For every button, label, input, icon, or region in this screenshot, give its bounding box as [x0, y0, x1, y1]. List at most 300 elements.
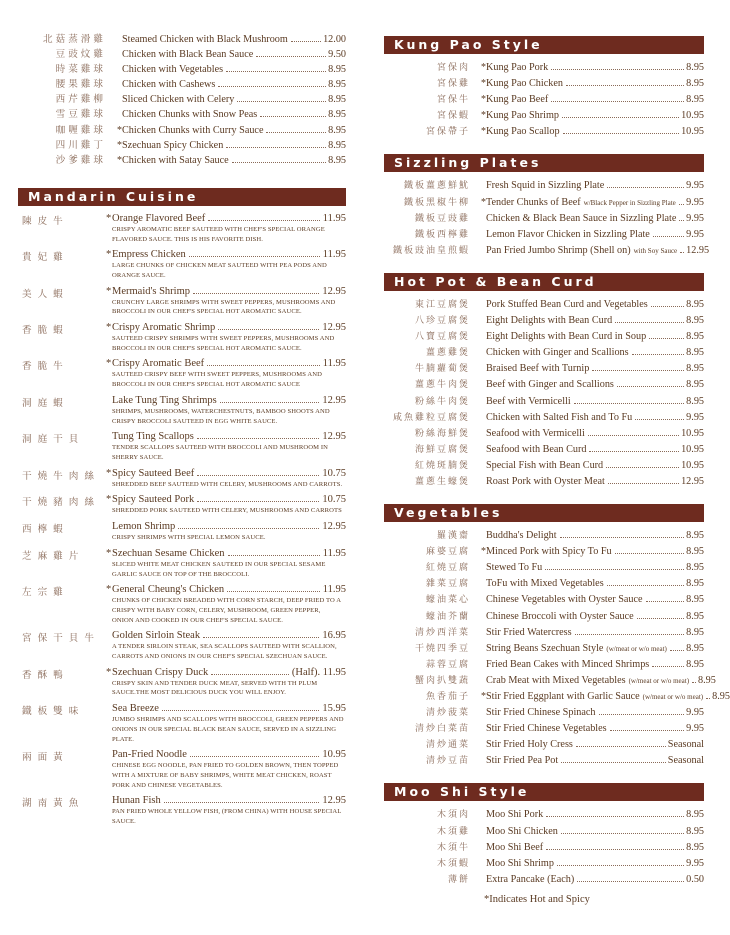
menu-item	[384, 345, 704, 361]
item-price: 12.95	[322, 322, 346, 334]
item-name: Moo Shi Pork	[486, 809, 544, 821]
dot-leader	[576, 746, 666, 747]
menu-item	[384, 474, 704, 490]
mandarin-item	[18, 467, 346, 490]
item-body	[112, 702, 346, 744]
dot-leader	[588, 435, 679, 436]
item-name: Chicken with Salted Fish and To Fu	[486, 411, 633, 423]
item-name: Lemon Flavor Chicken in Sizzling Plate	[486, 228, 650, 240]
item-price: 11.95	[322, 547, 346, 559]
hot-pot-section	[384, 273, 704, 490]
item-name: Chicken with Ginger and Scallions	[486, 347, 629, 359]
dot-leader	[211, 674, 289, 675]
chinese-name: 薄餅	[447, 874, 470, 885]
item-name: Braised Beef with Turnip	[486, 363, 590, 375]
menu-item	[18, 92, 346, 107]
menu-item	[18, 123, 346, 138]
item-line	[112, 520, 346, 533]
item-note: w/Black Pepper in Sizzling Plate	[583, 198, 676, 207]
item-line	[106, 467, 346, 480]
item-name: General Cheung's Chicken	[112, 584, 225, 596]
dot-leader	[197, 475, 319, 476]
mandarin-item	[18, 583, 346, 625]
spicy-marker: *	[106, 285, 112, 297]
item-line	[112, 430, 346, 443]
item-line	[106, 212, 346, 225]
chinese-name: 魚香茄子	[425, 692, 470, 702]
item-description: CRUNCHY LARGE SHRIMPS WITH SWEET PEPPERS, MUSHROOMS AND BROCCOLI IN OUR CHEF'S SPECIAL HOT AROMATIC SAUCE.	[112, 298, 336, 316]
item-price: 8.95	[686, 626, 704, 638]
item-name: Eight Delights with Bean Curd	[486, 315, 613, 327]
item-price: 10.75	[322, 494, 346, 506]
menu-item	[384, 657, 704, 673]
item-line	[112, 394, 346, 407]
item-description: SHRIMPS, MUSHROOMS, WATERCHESTNUTS, BAMBOO SHOOTS AND CRISPY BROCCOLI SAUTEED IN EGG WHITE SAUCE.	[112, 407, 330, 425]
chinese-name: 干燒牛肉絲	[22, 470, 100, 482]
dot-leader	[291, 41, 321, 42]
item-name: Sea Breeze	[112, 703, 159, 715]
item-body	[112, 430, 346, 462]
item-description: JUMBO SHRIMPS AND SCALLOPS WITH BROCCOLI, GREEN PEPPERS AND ONIONS IN OUR SPECIAL BLACK BEAN SAUCE, SERVED IN A SIZZLING PLATE.	[112, 716, 344, 743]
dot-leader	[646, 601, 685, 602]
menu-item	[18, 32, 346, 47]
item-line	[112, 629, 346, 642]
item-price: 9.95	[686, 212, 704, 224]
mandarin-item	[18, 629, 346, 661]
chinese-name: 咖喱雞球	[55, 124, 106, 136]
dot-leader	[260, 116, 326, 117]
chinese-name: 北菇蒸滑雞	[43, 34, 106, 45]
mandarin-item	[18, 666, 346, 698]
dot-leader	[692, 682, 696, 683]
hot-pot-header: Hot Pot & Bean Curd	[384, 273, 704, 291]
dot-leader	[635, 419, 684, 420]
chinese-name: 薑蔥牛肉煲	[414, 380, 470, 391]
dot-leader	[653, 236, 684, 237]
dot-leader	[599, 714, 685, 715]
dot-leader	[561, 762, 666, 763]
item-price: 8.95	[328, 124, 346, 136]
item-line	[106, 493, 346, 506]
item-name: Eight Delights with Bean Curd in Soup	[486, 331, 647, 343]
chinese-name: 麻婆豆腐	[425, 547, 470, 558]
menu-item	[384, 458, 704, 474]
item-name: Stir Fried Chinese Spinach	[486, 707, 596, 719]
item-price: 8.95	[686, 331, 704, 343]
menu-item	[384, 211, 704, 227]
dot-leader	[546, 816, 684, 817]
menu-item	[18, 153, 346, 168]
dot-leader	[637, 618, 684, 619]
chinese-name: 宮保牛	[436, 95, 470, 106]
chinese-name: 清炒菠菜	[425, 708, 470, 719]
item-description: CRISPY AROMATIC BEEF SAUTEED WITH CHEF'S SPECIAL ORANGE FLAVORED SAUCE. THIS IS HIS FAVORITE DISH.	[112, 225, 325, 243]
menu-item	[384, 592, 704, 608]
item-price: 11.95	[322, 212, 346, 224]
dot-leader	[607, 585, 685, 586]
dot-leader	[545, 569, 684, 570]
item-note: (w/meat or w/o meat)	[642, 693, 704, 701]
chinese-name: 清炒西洋菜	[414, 627, 470, 638]
dot-leader	[162, 710, 319, 711]
menu-item	[18, 62, 346, 77]
chinese-name: 沙爹雞球	[55, 154, 106, 166]
chinese-name: 宮保干貝牛	[22, 633, 100, 645]
sizzling-header: Sizzling Plates	[384, 154, 704, 172]
item-name: Steamed Chicken with Black Mushroom	[122, 34, 288, 45]
menu-item	[384, 872, 704, 888]
spicy-marker: *	[481, 62, 486, 73]
menu-item	[384, 705, 704, 721]
item-name: Orange Flavored Beef	[112, 212, 206, 224]
menu-item	[384, 560, 704, 576]
spicy-marker: *	[481, 110, 486, 122]
item-price: 8.95	[686, 594, 704, 606]
chinese-name: 鐵板雙味	[22, 706, 85, 718]
chinese-name: 干燒四季豆	[414, 643, 470, 654]
item-body	[106, 357, 346, 389]
spicy-marker: *	[106, 467, 112, 479]
menu-item	[18, 47, 346, 62]
item-price: 12.95	[322, 394, 346, 406]
item-name: Tung Ting Scallops	[112, 431, 194, 443]
item-price: 11.95	[322, 584, 346, 596]
spicy-marker: *	[106, 666, 112, 678]
item-price: 8.95	[686, 62, 704, 73]
mandarin-item	[18, 547, 346, 579]
item-line	[106, 583, 346, 596]
dot-leader	[574, 403, 684, 404]
item-line	[112, 748, 346, 761]
chinese-name: 八珍豆腐煲	[414, 316, 470, 327]
chinese-name: 貴妃雞	[22, 252, 69, 264]
item-name: Fried Bean Cakes with Minced Shrimps	[486, 658, 650, 670]
dot-leader	[649, 338, 684, 339]
item-price: 8.95	[698, 674, 716, 686]
dot-leader	[197, 501, 319, 502]
item-description: CRISPY SKIN AND TENDER DUCK MEAT, SERVED WITH TH PLUM SAUCE.THE MOST DELICIOUS DUCK YOU WILL ENJOY.	[112, 679, 318, 697]
item-name: Roast Pork with Oyster Meat	[486, 475, 605, 487]
dot-leader	[189, 256, 320, 257]
chinese-name: 鐵板豆豉雞	[414, 213, 470, 224]
item-name: Stir Fried Eggplant with Garlic Sauce	[486, 691, 640, 702]
menu-item	[384, 92, 704, 108]
item-price: 8.95	[686, 530, 704, 542]
item-price: 9.50	[328, 49, 346, 61]
menu-item	[18, 107, 346, 122]
spicy-marker: *	[106, 358, 112, 370]
spicy-marker: *	[106, 547, 112, 559]
item-name: Moo Shi Beef	[486, 841, 544, 853]
spicy-marker: *	[106, 584, 112, 596]
chinese-name: 洞庭蝦	[22, 397, 69, 409]
spicy-marker: *	[106, 322, 112, 334]
mandarin-item	[18, 321, 346, 353]
item-price: 8.95	[686, 298, 704, 310]
item-name: Kung Pao Beef	[486, 94, 549, 106]
dot-leader	[562, 117, 679, 118]
chinese-name: 牛腩蘿蔔煲	[414, 364, 470, 375]
chinese-name: 雜菜豆腐	[425, 579, 470, 590]
item-price: 8.95	[686, 578, 704, 590]
item-name: Lemon Shrimp	[112, 521, 176, 533]
item-description: CHINESE EGG NOODLE, PAN FRIED TO GOLDEN BROWN, THEN TOPPED WITH A MIXTURE OF BABY SHRIMPS, WHITE MEAT CHICKEN, ROAST PORK AND CHINESE VEGETABLES.	[112, 762, 339, 789]
menu-item	[384, 840, 704, 856]
dot-leader	[228, 555, 320, 556]
menu-item	[384, 673, 716, 689]
item-name: Lake Tung Ting Shrimps	[112, 394, 217, 406]
chinese-name: 腰果雞球	[55, 79, 106, 91]
item-name: String Beans Szechuan Style	[486, 642, 604, 654]
item-price: 8.95	[686, 562, 704, 574]
item-price: (Half). 11.95	[291, 666, 346, 678]
item-note: with Soy Sauce	[633, 246, 678, 255]
item-name: Moo Shi Chicken	[486, 825, 558, 837]
chinese-name: 雪豆雞球	[55, 109, 106, 121]
item-body	[106, 212, 346, 244]
dot-leader	[551, 69, 684, 70]
menu-item	[384, 227, 704, 243]
item-name: Pork Stuffed Bean Curd and Vegetables	[486, 298, 648, 310]
mandarin-item	[18, 430, 346, 462]
menu-item	[384, 442, 704, 458]
item-price: 9.95	[686, 857, 704, 869]
dot-leader	[615, 553, 685, 554]
item-name: Special Fish with Bean Curd	[486, 459, 604, 471]
chinese-name: 美人蝦	[22, 288, 69, 300]
item-price: 11.95	[322, 358, 346, 370]
mandarin-item	[18, 794, 346, 826]
chinese-name: 鐵板豉油皇煎蝦	[392, 245, 470, 256]
chinese-name: 咸魚雞粒豆腐煲	[392, 412, 470, 423]
chinese-name: 薑蔥生蠔煲	[414, 476, 470, 487]
mandarin-item	[18, 212, 346, 244]
chinese-name: 四川雞丁	[55, 139, 106, 151]
item-price: 8.95	[686, 379, 704, 391]
item-name: Fresh Squid in Sizzling Plate	[486, 180, 605, 192]
menu-item	[384, 377, 704, 393]
chinese-name: 宮保雞	[436, 79, 470, 90]
menu-item	[384, 856, 704, 872]
chinese-name: 香脆蝦	[22, 325, 69, 337]
chinese-name: 羅漢齋	[436, 531, 470, 542]
chinese-name: 木須雞	[436, 826, 470, 837]
item-name: Beef with Vermicelli	[486, 395, 571, 407]
item-name: Buddha's Delight	[486, 530, 557, 542]
right-column	[384, 36, 730, 919]
chinese-name: 清炒通菜	[425, 740, 470, 751]
item-body	[106, 547, 346, 579]
item-line	[106, 666, 346, 679]
item-price: 16.95	[322, 630, 346, 642]
chinese-name: 宮保肉	[436, 63, 470, 73]
left-column	[18, 32, 346, 831]
item-name: Chicken with Satay Sauce	[122, 154, 229, 166]
dot-leader	[679, 220, 684, 221]
chinese-name: 宮保蝦	[436, 111, 470, 122]
item-price: 8.95	[686, 825, 704, 837]
item-price: 9.95	[686, 228, 704, 240]
item-price: 8.95	[686, 363, 704, 375]
item-price: 8.95	[686, 78, 704, 90]
menu-item	[384, 76, 704, 92]
menu-item	[384, 108, 704, 124]
item-price: 8.95	[328, 154, 346, 166]
item-body	[106, 467, 346, 490]
chinese-name: 粉絲海鮮煲	[414, 428, 470, 439]
item-name: Szechuan Sesame Chicken	[112, 547, 225, 559]
menu-item	[384, 544, 704, 560]
item-name: Chicken Chunks with Snow Peas	[122, 109, 258, 121]
item-body	[106, 493, 346, 516]
item-name: Spicy Sauteed Pork	[112, 494, 195, 506]
item-price: 10.95	[681, 443, 704, 455]
item-price: 8.95	[686, 94, 704, 106]
mandarin-item	[18, 520, 346, 543]
item-description: SLICED WHITE MEAT CHICKEN SAUTEED IN OUR SPECIAL SESAME GARLIC SAUCE ON TOP OF THE BROCCOLI.	[112, 560, 326, 578]
chinese-name: 洞庭干貝	[22, 434, 85, 446]
menu-item	[384, 528, 704, 544]
mandarin-cuisine-header: Mandarin Cuisine	[18, 188, 346, 206]
menu-item	[384, 195, 704, 211]
chinese-name: 木須蝦	[436, 858, 470, 869]
spicy-marker: *	[481, 126, 486, 138]
chinese-name: 西檸蝦	[22, 524, 69, 536]
item-price: 8.95	[686, 658, 704, 670]
menu-item	[384, 124, 704, 140]
item-body	[112, 794, 346, 826]
menu-item	[384, 737, 704, 753]
item-price: 8.95	[328, 109, 346, 121]
chinese-name: 鐵板西檸雞	[414, 229, 470, 240]
item-price: 8.95	[686, 809, 704, 821]
item-price: 10.75	[322, 467, 346, 479]
chinese-name: 宮保帶子	[425, 127, 470, 138]
chinese-name: 芝麻雞片	[22, 550, 85, 562]
spicy-footnote: *Indicates Hot and Spicy	[484, 893, 590, 905]
chinese-name: 香酥鴨	[22, 669, 69, 681]
dot-leader	[652, 666, 684, 667]
item-price: 8.95	[686, 395, 704, 407]
chinese-name: 蒜蓉豆腐	[425, 659, 470, 670]
spicy-marker: *	[481, 78, 486, 90]
chinese-name: 西芹雞柳	[55, 94, 106, 106]
item-price: 10.95	[681, 459, 704, 471]
item-name: Stir Fried Pea Pot	[486, 755, 559, 767]
dot-leader	[218, 329, 319, 330]
dot-leader	[193, 293, 319, 294]
dot-leader	[266, 132, 326, 133]
dot-leader	[164, 802, 320, 803]
dot-leader	[706, 698, 710, 699]
dot-leader	[566, 85, 684, 86]
item-line	[106, 547, 346, 560]
chinese-name: 時菜雞球	[55, 64, 106, 76]
item-price: 8.95	[328, 94, 346, 106]
spicy-marker: *	[106, 249, 112, 261]
item-description: SAUTEED CRISPY SHRIMPS WITH SWEET PEPPERS, MUSHROOMS AND BROCCOLI IN OUR CHEF'S SPECIAL HOT AROMATIC SAUCE.	[112, 335, 335, 352]
vegetables-list	[384, 528, 730, 769]
dot-leader	[680, 252, 684, 253]
item-price: 11.95	[322, 249, 346, 261]
dot-leader	[551, 101, 684, 102]
menu-item	[384, 297, 704, 313]
item-price: 12.00	[323, 34, 346, 45]
menu-item	[384, 243, 710, 259]
menu-item	[384, 60, 704, 76]
item-price: 8.95	[686, 315, 704, 327]
menu-item	[384, 807, 704, 823]
dot-leader	[237, 101, 326, 102]
item-body	[106, 666, 346, 698]
item-body	[112, 629, 346, 661]
item-body	[106, 321, 346, 353]
menu-item	[384, 609, 704, 625]
chinese-name: 左宗雞	[22, 587, 69, 599]
mandarin-item	[18, 357, 346, 389]
item-price: 10.95	[681, 126, 704, 138]
item-line	[106, 285, 346, 298]
chinese-name: 木須牛	[436, 842, 470, 853]
menu-item	[384, 394, 704, 410]
vegetables-header: Vegetables	[384, 504, 704, 522]
dot-leader	[232, 162, 327, 163]
item-line	[106, 357, 346, 370]
item-name: Pan-Fried Noodle	[112, 749, 187, 761]
item-price: 10.95	[681, 427, 704, 439]
item-price: 9.95	[686, 196, 704, 208]
dot-leader	[220, 402, 320, 403]
item-name: Pan Fried Jumbo Shrimp (Shell on)	[486, 244, 631, 256]
dot-leader	[679, 204, 684, 205]
dot-leader	[615, 322, 684, 323]
item-name: Chicken Chunks with Curry Sauce	[122, 124, 264, 136]
dot-leader	[208, 220, 319, 221]
item-price: 9.95	[686, 723, 704, 735]
hot-pot-list	[384, 297, 704, 490]
item-description: CRISPY SHRIMPS WITH SPECIAL LEMON SAUCE.	[112, 534, 266, 542]
spicy-marker: *	[106, 212, 112, 224]
item-price: 8.95	[686, 610, 704, 622]
dot-leader	[577, 881, 684, 882]
item-price: 8.95	[712, 691, 730, 702]
chinese-name: 八寶豆腐煲	[414, 332, 470, 343]
item-name: Chicken & Black Bean Sauce in Sizzling Plate	[486, 212, 677, 224]
item-line	[112, 702, 346, 715]
spicy-marker: *	[117, 154, 122, 166]
item-description: TENDER SCALLOPS SAUTEED WITH BROCCOLI AND MUSHROOM IN SHERRY SAUCE.	[112, 444, 329, 461]
item-description: PAN FRIED WHOLE YELLOW FISH, (FROM CHINA) WITH HOUSE SPECIAL SAUCE.	[112, 808, 342, 826]
item-name: Chicken with Cashews	[122, 79, 216, 91]
moo-shi-header: Moo Shi Style	[384, 783, 704, 801]
chinese-name: 豆豉炆雞	[55, 49, 106, 61]
item-description: LARGE CHUNKS OF CHICKEN MEAT SAUTEED WITH PEA PODS AND ORANGE SAUCE.	[112, 262, 327, 279]
sizzling-section	[384, 154, 710, 258]
item-price: 12.95	[322, 521, 346, 533]
item-name: Golden Sirloin Steak	[112, 630, 201, 642]
item-name: Stir Fried Watercress	[486, 626, 572, 638]
menu-item	[384, 329, 704, 345]
chinese-name: 海鮮豆腐煲	[414, 444, 470, 455]
mandarin-item	[18, 394, 346, 426]
item-line	[112, 794, 346, 807]
item-price: 12.95	[686, 244, 710, 256]
dot-leader	[575, 634, 685, 635]
item-price: 8.95	[686, 546, 704, 558]
chinese-name: 粉絲牛肉煲	[414, 396, 470, 407]
item-price: 0.50	[686, 873, 704, 885]
dot-leader	[227, 591, 320, 592]
